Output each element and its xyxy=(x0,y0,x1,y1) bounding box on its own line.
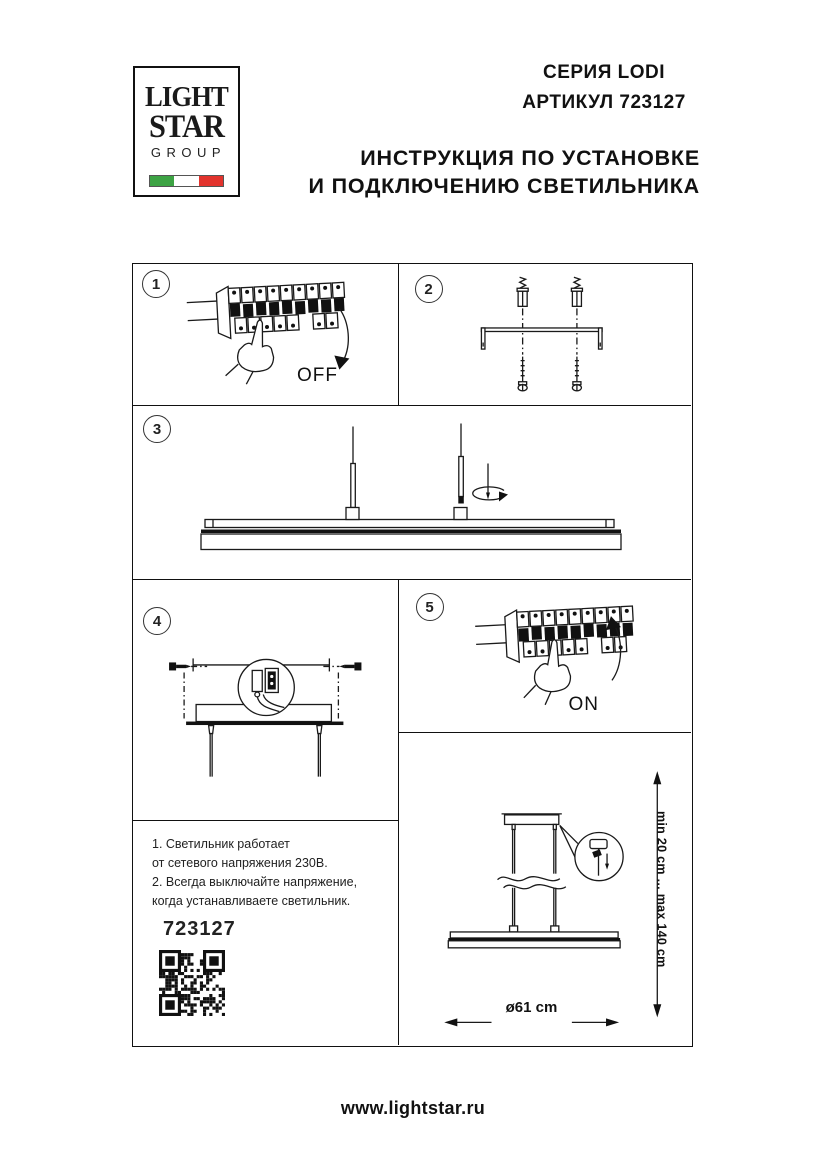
step-number-badge: 1 xyxy=(142,270,170,298)
suspension-rod-icon xyxy=(454,424,467,520)
light-bar-icon xyxy=(448,925,620,947)
safety-notes xyxy=(152,835,357,911)
step-panel-5 xyxy=(399,580,692,733)
series-article-block xyxy=(460,58,748,118)
instruction-title xyxy=(240,144,700,200)
instruction-title-line2: И ПОДКЛЮЧЕНИЮ СВЕТИЛЬНИКА xyxy=(308,174,700,198)
screw-icon xyxy=(518,357,527,391)
step-number-badge: 2 xyxy=(415,275,443,303)
installation-steps-grid xyxy=(132,263,693,1047)
light-bar-icon xyxy=(201,520,621,550)
suspension-rod-icon xyxy=(346,427,359,520)
series-label: СЕРИЯ LODI xyxy=(542,62,666,83)
article-number: 723127 xyxy=(163,918,236,940)
note-line-4: когда устанавливаете светильник. xyxy=(152,894,351,908)
canopy-mounting-diagram xyxy=(133,580,398,820)
italian-flag-stripe xyxy=(149,175,224,187)
suspension-cable-icon xyxy=(209,726,214,777)
side-screw-icon xyxy=(169,662,191,670)
wall-anchor-icon xyxy=(571,277,582,306)
logo-word-light: LIGHT xyxy=(145,81,228,113)
mounting-bracket-icon xyxy=(481,328,602,349)
height-range-label: min 20 cm ... max 140 cm xyxy=(654,810,669,968)
step-panel-2 xyxy=(399,264,692,406)
logo-word-star: STAR xyxy=(148,109,225,145)
step-panel-3 xyxy=(133,406,691,580)
step-panel-1 xyxy=(133,264,399,406)
screw-icon xyxy=(572,357,581,391)
width-dimension-arrow xyxy=(444,1018,619,1026)
step-number-badge: 3 xyxy=(143,415,171,443)
wall-anchor-icon xyxy=(517,277,528,306)
dimensions-panel xyxy=(399,733,692,1046)
screw-rotation-icon xyxy=(473,464,508,502)
suspension-cable-icon xyxy=(317,726,322,777)
suspension-cable-icon xyxy=(512,829,555,925)
fixture-suspension-diagram xyxy=(133,406,691,579)
breaker-off-diagram xyxy=(133,264,398,405)
note-line-2: от сетевого напряжения 230В. xyxy=(152,856,328,870)
step-number-badge: 4 xyxy=(143,607,171,635)
diameter-label: ø61 cm xyxy=(505,998,558,1016)
note-line-1: 1. Светильник работает xyxy=(152,837,290,851)
side-screw-icon xyxy=(339,662,361,670)
qr-code xyxy=(159,950,225,1016)
wiring-detail-magnifier-icon xyxy=(238,659,294,715)
lightstar-logo xyxy=(133,66,240,197)
canopy-icon xyxy=(501,813,561,829)
website-label: www.lightstar.ru xyxy=(340,1098,486,1118)
note-line-3: 2. Всегда выключайте напряжение, xyxy=(152,875,358,889)
off-label: OFF xyxy=(297,365,338,386)
logo-word-group: GROUP xyxy=(150,145,227,160)
step-panel-4 xyxy=(133,580,399,821)
cable-break-wave-icon xyxy=(497,876,565,888)
article-label: АРТИКУЛ 723127 xyxy=(522,92,686,113)
safety-notes-panel xyxy=(133,821,399,1045)
step-number-badge: 5 xyxy=(416,593,444,621)
cable-adjuster-magnifier-icon xyxy=(559,825,622,880)
on-label: ON xyxy=(568,694,599,715)
instruction-title-line1: ИНСТРУКЦИЯ ПО УСТАНОВКЕ xyxy=(360,146,700,170)
